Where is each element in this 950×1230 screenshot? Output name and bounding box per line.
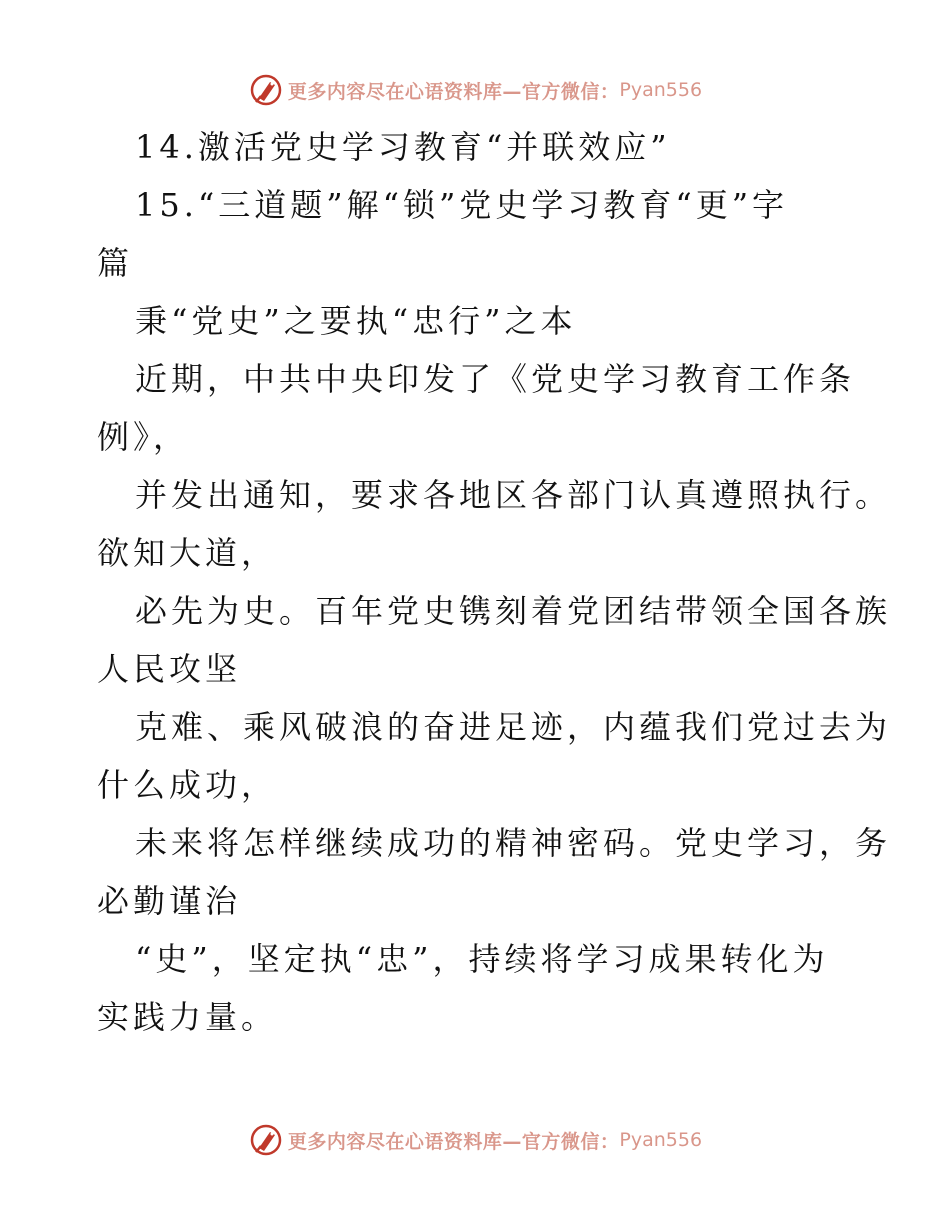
pen-nib-logo-icon	[248, 1122, 284, 1158]
watermark-wechat-id: Pyan556	[619, 1129, 703, 1151]
text-line: 必先为史。百年党史镌刻着党团结带领全国各族	[135, 592, 892, 630]
text-line: 克难、乘风破浪的奋进足迹，内蕴我们党过去为	[135, 708, 892, 746]
text-line: 14.激活党史学习教育“并联效应”	[135, 128, 671, 166]
footer-watermark	[0, 1120, 950, 1160]
text-line: 近期，中共中央印发了《党史学习教育工作条	[135, 360, 856, 398]
watermark-text: 更多内容尽在心语资料库—官方微信：	[287, 1130, 620, 1153]
header-watermark	[0, 70, 950, 110]
text-line: 例》，	[97, 418, 190, 456]
pen-nib-logo-icon	[248, 72, 284, 108]
text-line: 必勤谨治	[97, 882, 242, 920]
text-line: 未来将怎样继续成功的精神密码。党史学习，务	[135, 824, 892, 862]
watermark-text: 更多内容尽在心语资料库—官方微信：	[287, 80, 620, 103]
text-line: 篇	[97, 244, 134, 282]
watermark-wechat-id: Pyan556	[619, 79, 703, 101]
section-heading: 秉“党史”之要执“忠行”之本	[135, 302, 577, 340]
text-line: 欲知大道，	[97, 534, 278, 572]
document-body	[97, 118, 892, 1046]
text-line: 什么成功，	[97, 766, 278, 804]
text-line: 并发出通知，要求各地区各部门认真遵照执行。	[135, 476, 892, 514]
text-line: 人民攻坚	[97, 650, 242, 688]
text-line: 15.“三道题”解“锁”党史学习教育“更”字	[135, 186, 789, 224]
text-line: “史”，坚定执“忠”，持续将学习成果转化为	[135, 940, 829, 978]
text-line: 实践力量。	[97, 998, 278, 1036]
